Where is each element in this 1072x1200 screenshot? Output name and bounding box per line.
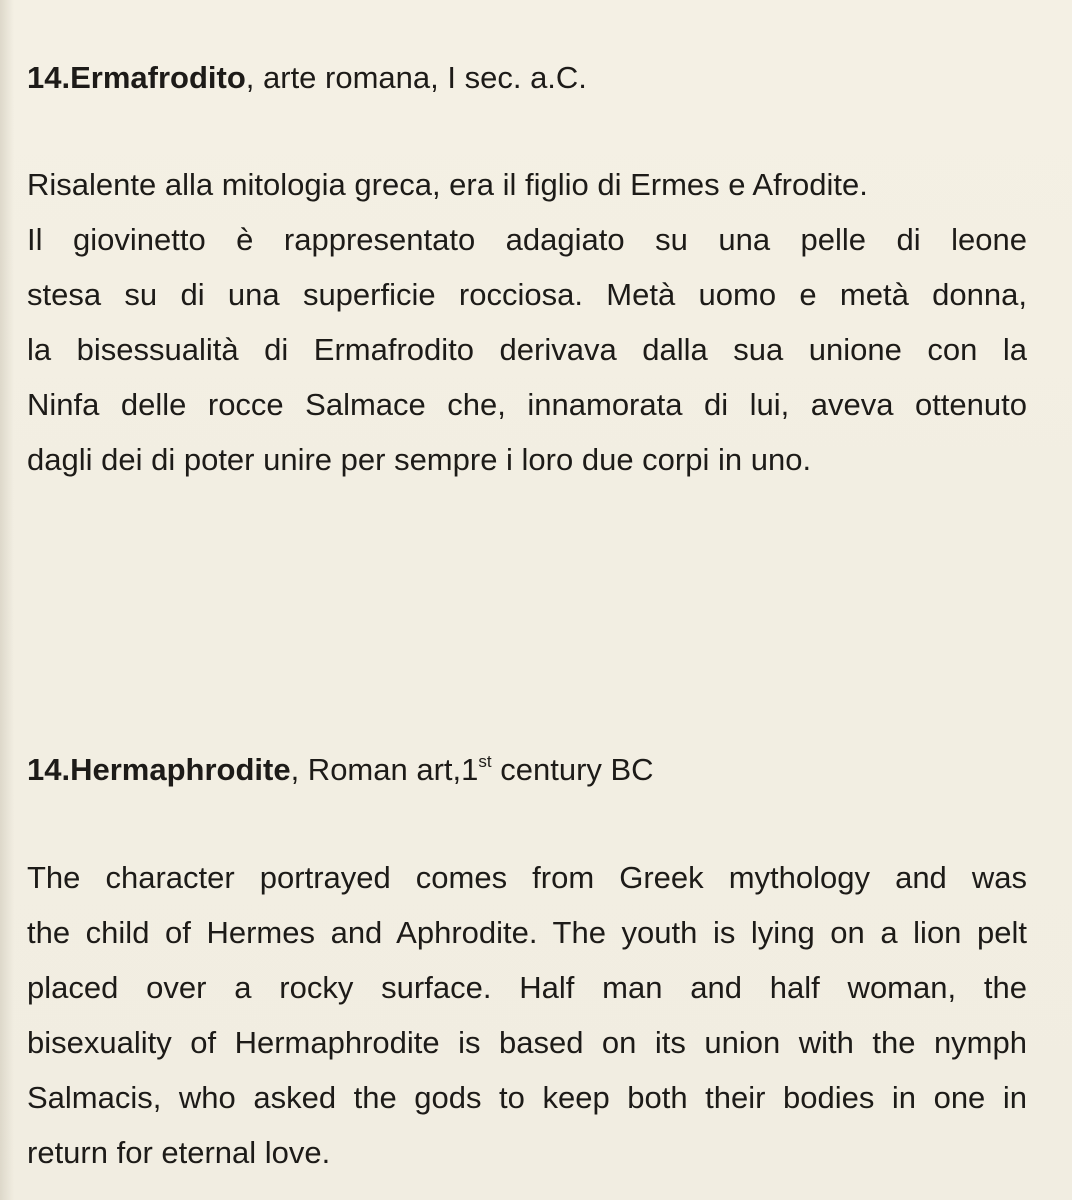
english-heading: [27, 750, 654, 790]
italian-line: stesa su di una superficie rocciosa. Metà uomo e metà donna,: [27, 277, 1027, 312]
italian-line: Il giovinetto è rappresentato adagiato su una pelle di leone: [27, 222, 1027, 257]
italian-line: dagli dei di poter unire per sempre i loro due corpi in uno.: [27, 442, 812, 477]
english-line: placed over a rocky surface. Half man and half woman, the: [27, 970, 1027, 1005]
english-line: The character portrayed comes from Greek mythology and was: [27, 860, 1027, 895]
italian-description: [27, 157, 1027, 487]
english-line: return for eternal love.: [27, 1135, 331, 1170]
italian-line: la bisessualità di Ermafrodito derivava dalla sua unione con la: [27, 332, 1027, 367]
italian-line: Ninfa delle rocce Salmace che, innamorata di lui, aveva ottenuto: [27, 387, 1027, 422]
english-subtitle-ordinal: st: [478, 752, 492, 771]
italian-subtitle: , arte romana, I sec. a.C.: [245, 60, 587, 95]
english-line: the child of Hermes and Aphrodite. The youth is lying on a lion pelt: [27, 915, 1027, 950]
english-line: Salmacis, who asked the gods to keep both their bodies in one in: [27, 1080, 1027, 1115]
english-description: [27, 850, 1027, 1180]
italian-title: 14.Ermafrodito: [27, 60, 246, 95]
panel-edge-shadow: [0, 0, 14, 1200]
english-subtitle-prefix: , Roman art,1: [290, 752, 479, 787]
italian-line: Risalente alla mitologia greca, era il figlio di Ermes e Afrodite.: [27, 167, 868, 202]
english-subtitle-suffix: century BC: [491, 752, 654, 787]
english-title: 14.Hermaphrodite: [27, 752, 291, 787]
english-line: bisexuality of Hermaphrodite is based on its union with the nymph: [27, 1025, 1027, 1060]
italian-heading: [27, 58, 587, 98]
